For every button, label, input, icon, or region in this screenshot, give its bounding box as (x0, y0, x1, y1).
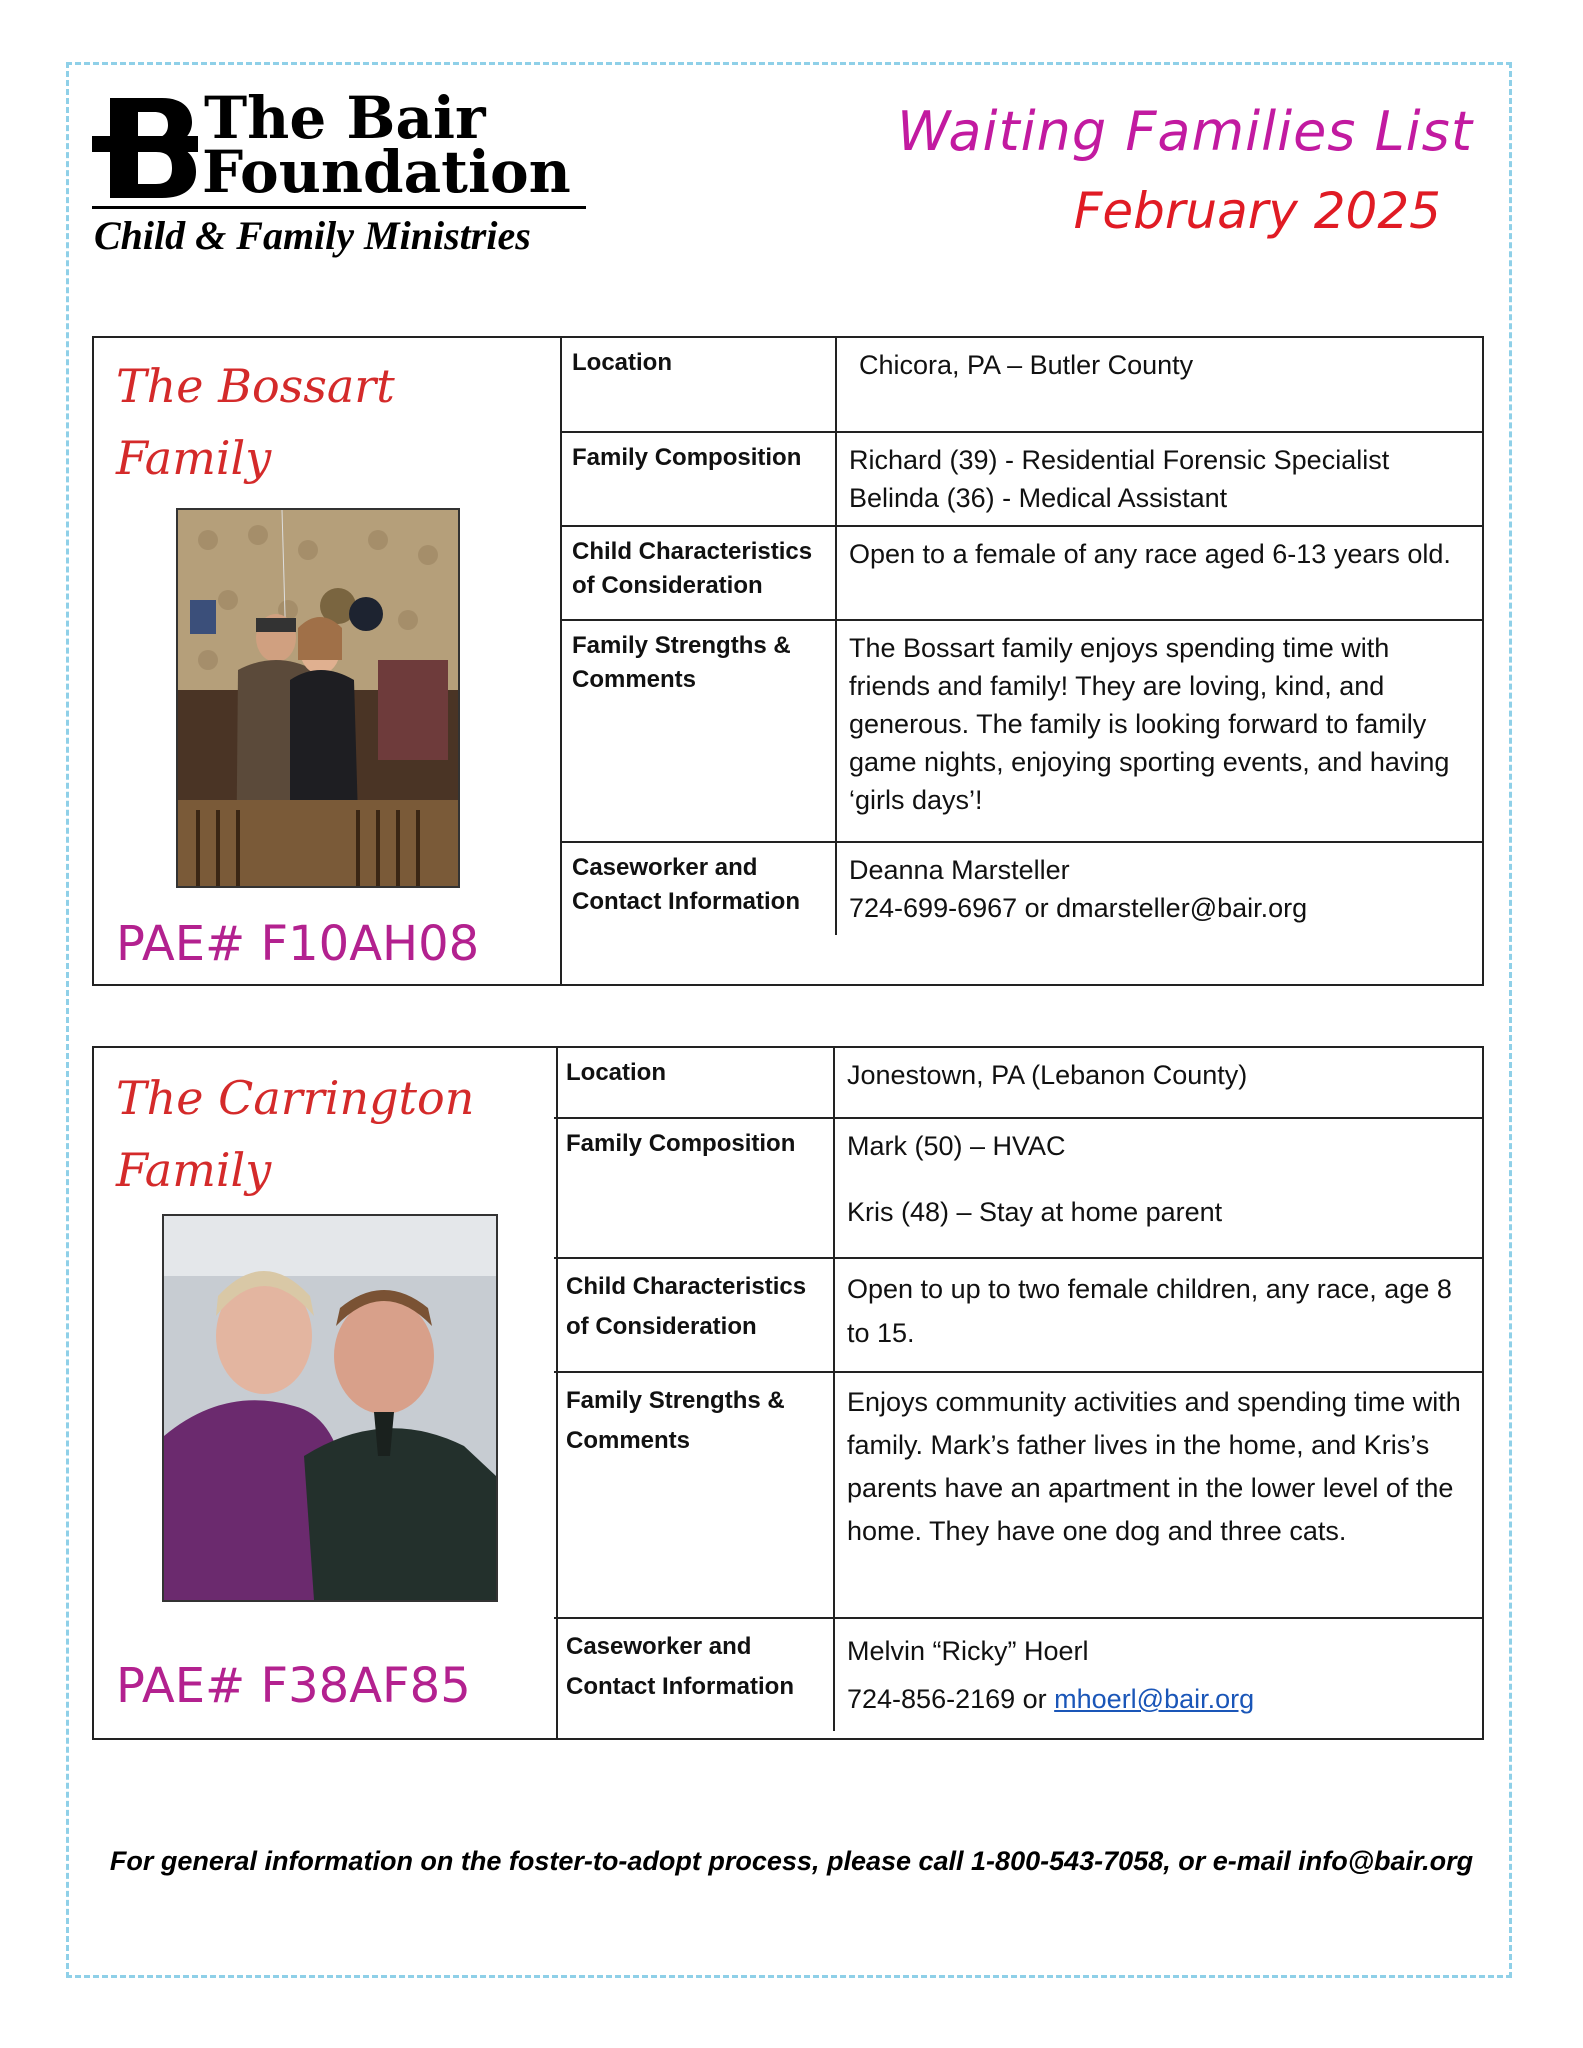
pae-number: PAE# F38AF85 (116, 1658, 471, 1714)
family-name: The Bossart Family (116, 359, 395, 485)
composition-label: Family Composition (566, 1130, 796, 1157)
child-characteristics-value: Open to up to two female children, any race, age 8 to 15. (847, 1274, 1452, 1348)
family-photo (176, 508, 460, 888)
family-photo-image (178, 510, 458, 886)
composition-label: Family Composition (572, 444, 802, 471)
family-card-bossart (92, 336, 1484, 986)
caseworker-name: Melvin “Ricky” Hoerl (847, 1636, 1089, 1666)
child-characteristics-value: Open to a female of any race aged 6-13 years old. (849, 539, 1451, 569)
pae-number: PAE# F10AH08 (116, 916, 480, 972)
caseworker-name: Deanna Marsteller (849, 855, 1070, 885)
family-photo-image (164, 1216, 496, 1600)
family-summary-panel (94, 338, 562, 984)
list-date: February 2025 (1073, 182, 1441, 240)
location-label: Location (572, 349, 672, 376)
contact-label: Caseworker and Contact Information (566, 1633, 794, 1700)
row-composition (560, 432, 1482, 526)
row-location (560, 338, 1482, 432)
bair-logo-mark-icon (92, 92, 198, 200)
caseworker-contact (847, 1675, 1470, 1723)
row-composition (554, 1118, 1482, 1258)
footer-general-info: For general information on the foster-to-adopt process, please call 1-800-543-7058, or e-mail info@bair.org (109, 1846, 1474, 1876)
row-child-characteristics (560, 526, 1482, 620)
row-location (554, 1048, 1482, 1118)
family-info-table (560, 338, 1482, 935)
row-contact (554, 1618, 1482, 1731)
caseworker-email-link[interactable]: mhoerl@bair.org (1054, 1684, 1255, 1714)
composition-member: Mark (50) – HVAC (847, 1131, 1066, 1161)
child-characteristics-label: Child Characteristics of Consideration (572, 538, 813, 599)
strengths-value: Enjoys community activities and spending time with family. Mark’s father lives in the home, and Kris’s parents have an apartment in the lower level of the home. They have one dog and three cats. (847, 1387, 1461, 1546)
composition-member: Richard (39) - Residential Forensic Specialist (849, 445, 1390, 475)
family-info-table (554, 1048, 1482, 1731)
bair-foundation-logo (92, 84, 592, 272)
strengths-label: Family Strengths & Comments (566, 1387, 785, 1454)
family-summary-panel (94, 1048, 558, 1738)
strengths-value: The Bossart family enjoys spending time with friends and family! They are loving, kind, and generous. The family is looking forward to family game nights, enjoying sporting events, and having ‘girls days’! (849, 633, 1450, 815)
location-value: Jonestown, PA (Lebanon County) (847, 1060, 1248, 1090)
family-photo (162, 1214, 498, 1602)
family-name: The Carrington Family (116, 1071, 475, 1197)
composition-member: Kris (48) – Stay at home parent (847, 1197, 1223, 1227)
composition-member: Belinda (36) - Medical Assistant (849, 483, 1228, 513)
location-label: Location (566, 1059, 666, 1086)
row-contact (560, 842, 1482, 935)
family-card-carrington (92, 1046, 1484, 1740)
strengths-label: Family Strengths & Comments (572, 632, 791, 693)
logo-tagline: Child & Family Ministries (94, 213, 531, 258)
caseworker-contact: 724-699-6967 or dmarsteller@bair.org (849, 893, 1308, 923)
child-characteristics-label: Child Characteristics of Consideration (566, 1273, 807, 1340)
logo-line-2: Foundation (202, 138, 571, 206)
row-strengths (560, 620, 1482, 842)
row-strengths (554, 1372, 1482, 1618)
logo-rule (92, 206, 586, 209)
contact-phone: 724-856-2169 or (847, 1684, 1055, 1714)
logo-line-1: The Bair (204, 84, 486, 152)
location-value: Chicora, PA – Butler County (859, 350, 1194, 380)
list-title: Waiting Families List (896, 100, 1473, 163)
row-child-characteristics (554, 1258, 1482, 1372)
contact-label: Caseworker and Contact Information (572, 854, 800, 915)
